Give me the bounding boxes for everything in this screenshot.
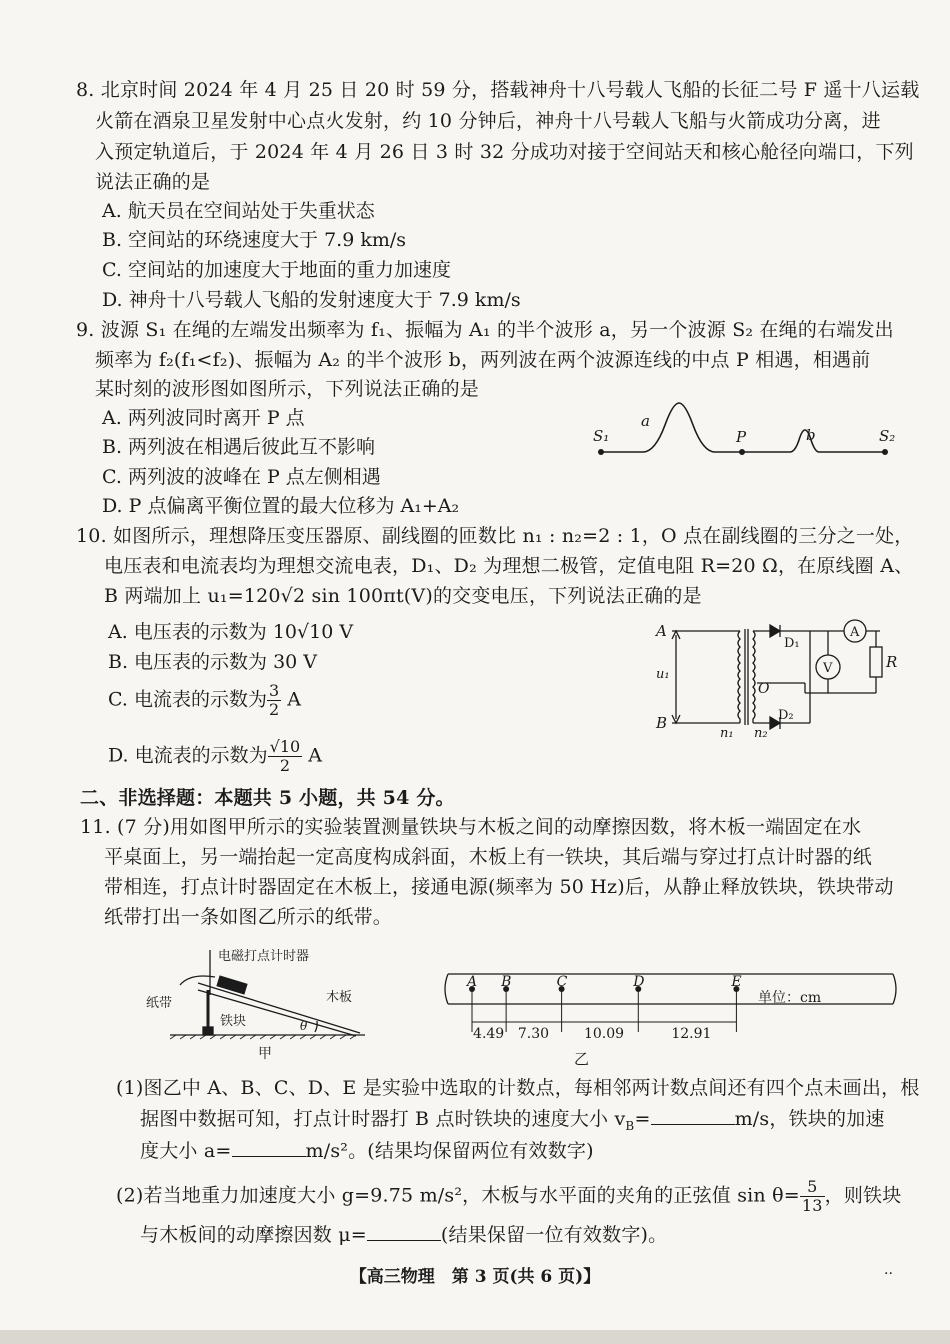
tape-point-label-C: C (556, 974, 568, 990)
label-a: a (641, 412, 650, 430)
caption-yi: 乙 (574, 1050, 590, 1068)
label-d1: D₁ (784, 636, 800, 651)
q11-figure-jia (140, 935, 380, 1065)
vb-answer-blank[interactable] (651, 1106, 735, 1125)
label-tape: 纸带 (146, 996, 173, 1011)
label-board: 木板 (326, 990, 353, 1005)
tape-left-end (445, 974, 448, 1004)
tape-point-label-D: D (633, 974, 645, 990)
page-footer: 【高三物理 第 3 页(共 6 页)】 (349, 1267, 601, 1287)
label-block: 铁块 (220, 1014, 247, 1029)
label-n1: n₁ (720, 726, 734, 741)
q8-option-c: C. 空间站的加速度大于地面的重力加速度 (102, 259, 451, 281)
label-theta: θ (300, 1019, 308, 1033)
q10-option-b: B. 电压表的示数为 30 V (108, 651, 318, 673)
source-s2-dot (882, 449, 888, 455)
q9-option-c: C. 两列波的波峰在 P 点左侧相遇 (102, 466, 381, 488)
q9-stem-line-3: 某时刻的波形图如图所示，下列说法正确的是 (95, 378, 480, 400)
label-ammeter: A (850, 625, 860, 640)
q10-option-a: A. 电压表的示数为 10√10 V (108, 621, 354, 643)
footer-dots: .. (884, 1262, 893, 1278)
q9-wave-figure (585, 395, 905, 470)
tape-point-label-E: E (731, 974, 742, 990)
q11-stem-line-2: 平桌面上，另一端抬起一定高度构成斜面，木板上有一铁块，其后端与穿过打点计时器的纸 (104, 846, 873, 868)
label-b: b (806, 426, 816, 444)
q9-stem-line-1: 9. 波源 S₁ 在绳的左端发出频率为 f₁、振幅为 A₁ 的半个波形 a，另一个波源 S₂ 在绳的右端发出 (76, 319, 894, 341)
q8-option-a: A. 航天员在空间站处于失重状态 (102, 200, 375, 222)
q10-stem-line-3: B 两端加上 u₁=120√2 sin 100πt(V)的交变电压，下列说法正确的是 (104, 585, 702, 607)
distance-label-0: 4.49 (473, 1026, 505, 1042)
label-s1: S₁ (593, 427, 610, 445)
q10-circuit-figure (650, 615, 900, 745)
label-voltmeter: V (823, 661, 833, 676)
distance-label-1: 7.30 (517, 1026, 550, 1042)
source-s1-dot (598, 449, 604, 455)
q8-stem-line-2: 火箭在酒泉卫星发射中心点火发射，约 10 分钟后，神舟十八号载人飞船与火箭成功分离，进 (95, 110, 881, 132)
angle-arc (315, 1021, 317, 1032)
primary-coil (738, 631, 740, 723)
q8-stem-line-3: 入预定轨道后，于 2024 年 4 月 26 日 3 时 32 分成功对接于空间站天和核心舱径向端口，下列 (95, 141, 914, 163)
bottom-edge-strip (0, 1330, 950, 1344)
distance-label-2: 10.09 (583, 1026, 625, 1042)
q10-stem-line-1: 10. 如图所示，理想降压变压器原、副线圈的匝数比 n₁ : n₂=2 : 1，O 点在副线圈的三分之一处， (76, 525, 914, 547)
q11-figure-yi (438, 962, 908, 1072)
iron-block (217, 976, 247, 994)
label-terminal-b: B (656, 714, 668, 732)
q11-part1-line-3: 度大小 a= m/s²。(结果均保留两位有效数字) (140, 1140, 594, 1162)
midpoint-p-dot (739, 449, 745, 455)
q9-option-a: A. 两列波同时离开 P 点 (102, 407, 305, 429)
tape-point-label-A: A (467, 974, 478, 990)
q9-option-d: D. P 点偏离平衡位置的最大位移为 A₁+A₂ (102, 495, 460, 517)
q11-part1-line-2: 据图中数据可知，打点计时器打 B 点时铁块的速度大小 $v_B= m/s$，铁块的加速 (140, 1108, 885, 1133)
q11-part1-line-1: (1)图乙中 A、B、C、D、E 是实验中选取的计数点，每相邻两计数点间还有四个点未画出，根 (116, 1077, 920, 1099)
a-answer-blank[interactable] (232, 1138, 306, 1157)
label-unit: 单位：cm (758, 990, 822, 1006)
tape-points-group (465, 974, 742, 1042)
q10-option-d: D. 电流表的示数为 $\frac{√10}{2}$ A (108, 737, 322, 775)
section-2-heading: 二、非选择题：本题共 5 小题，共 54 分。 (80, 787, 455, 809)
distance-label-3: 12.91 (671, 1026, 712, 1042)
label-d2: D₂ (778, 708, 794, 723)
q10-stem-line-2: 电压表和电流表均为理想交流电表，D₁、D₂ 为理想二极管，定值电阻 R=20 Ω，在原线圈 A、 (104, 555, 914, 577)
label-timer: 电磁打点计时器 (218, 949, 310, 964)
q11-part2-line-2: 与木板间的动摩擦因数 μ= (结果保留一位有效数字)。 (140, 1224, 668, 1246)
tape-point-label-B: B (501, 974, 512, 990)
q8-stem-line-4: 说法正确的是 (95, 171, 211, 193)
caption-jia: 甲 (258, 1046, 272, 1062)
label-s2: S₂ (879, 427, 896, 445)
tape-right-end (893, 974, 896, 1004)
q11-stem-line-3: 带相连，打点计时器固定在木板上，接通电源(频率为 50 Hz)后，从静止释放铁块，铁块带动 (104, 876, 894, 898)
label-n2: n₂ (754, 726, 768, 741)
label-terminal-a: A (656, 622, 667, 640)
q11-part2-line-1: (2)若当地重力加速度大小 g=9.75 m/s²，木板与水平面的夹角的正弦值 sin θ= $\frac{5}{13}$ ，则铁块 (116, 1177, 902, 1215)
label-u1: u₁ (656, 667, 670, 682)
q11-stem-line-4: 纸带打出一条如图乙所示的纸带。 (104, 906, 393, 928)
q8-stem-line-1: 8. 北京时间 2024 年 4 月 25 日 20 时 59 分，搭载神舟十八号载人飞船的长征二号 F 遥十八运载 (76, 79, 920, 101)
q11-stem-line-1: 11. (7 分)用如图甲所示的实验装置测量铁块与木板之间的动摩擦因数，将木板一端固定在水 (80, 816, 862, 838)
q10-option-c: C. 电流表的示数为 $\frac{3}{2}$ A (108, 681, 301, 719)
label-p: P (736, 428, 747, 446)
q9-option-b: B. 两列波在相遇后彼此互不影响 (102, 436, 376, 458)
label-o: O (758, 681, 770, 697)
q8-option-d: D. 神舟十八号载人飞船的发射速度大于 7.9 km/s (102, 289, 521, 311)
q9-stem-line-2: 频率为 f₂(f₁<f₂)、振幅为 A₂ 的半个波形 b，两列波在两个波源连线的中点 P 相遇，相遇前 (95, 349, 871, 371)
support-base (203, 1027, 213, 1035)
fraction-root10-over-2: $\frac{√10}{2}$ (269, 737, 301, 775)
secondary-coil (753, 631, 755, 723)
resistor-r (870, 647, 882, 677)
mu-answer-blank[interactable] (367, 1222, 441, 1241)
label-r: R (886, 653, 898, 671)
diode-d1 (770, 625, 780, 637)
fraction-5-over-13: $\frac{5}{13}$ (801, 1177, 823, 1215)
fraction-3-over-2: $\frac{3}{2}$ (268, 681, 280, 719)
q8-option-b: B. 空间站的环绕速度大于 7.9 km/s (102, 229, 407, 251)
